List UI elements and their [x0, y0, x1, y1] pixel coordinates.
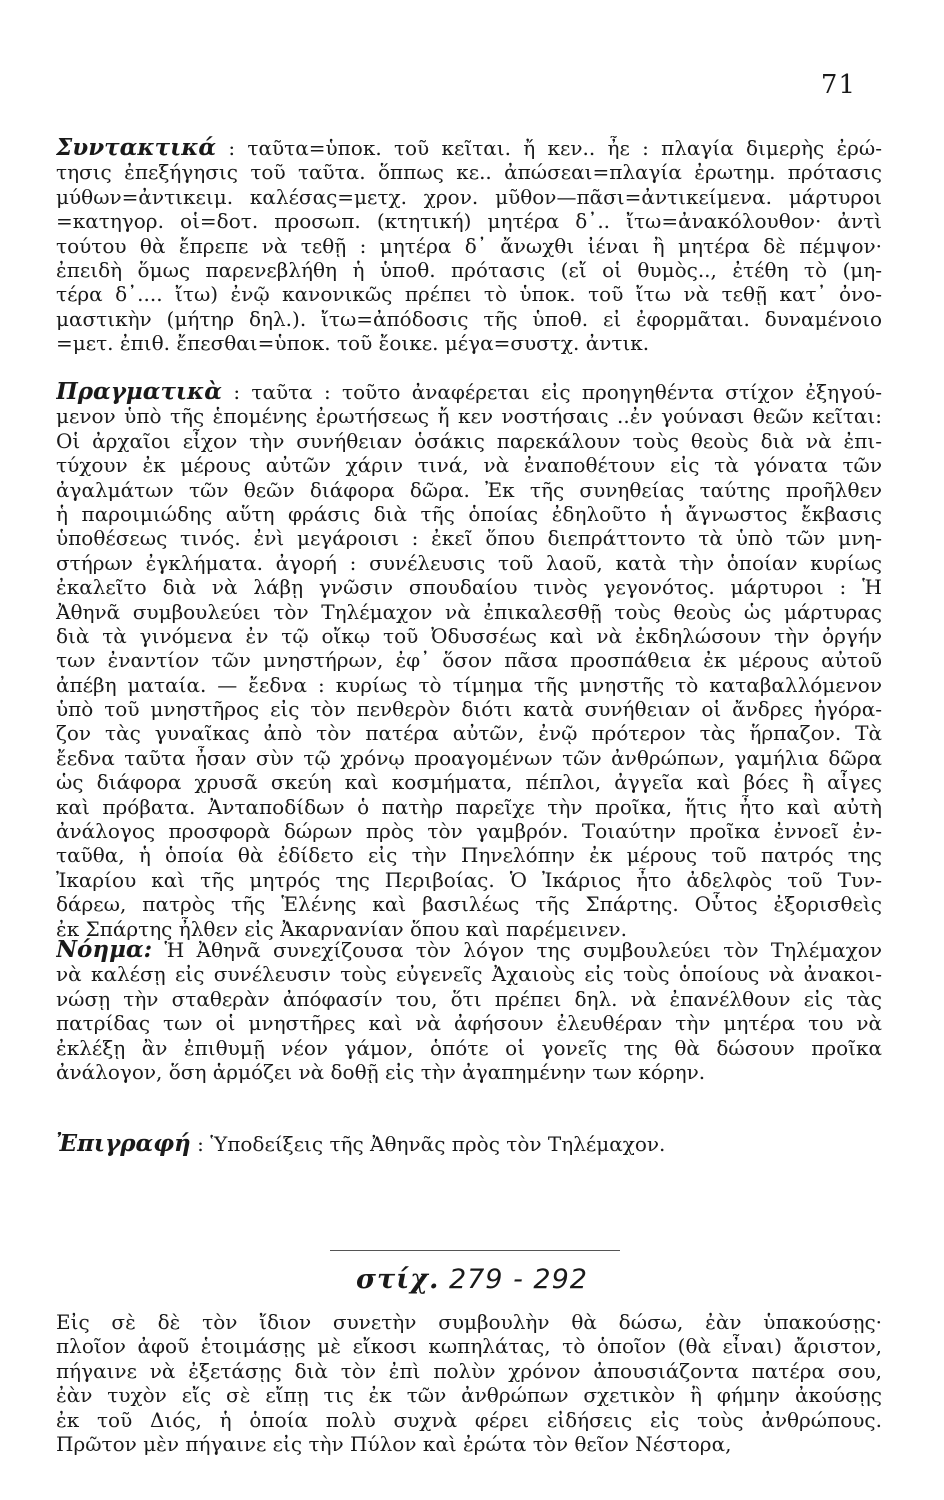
epigraphe-label: Ἐπιγραφή: [56, 1132, 191, 1157]
syntaktika-line-7: μαστικὴν (μήτηρ δηλ.). ἴτω=ἀπόδοσις τῆς ὑποθ. εἰ ἐφορμᾶται. δυναμένοιο: [56, 306, 882, 331]
pragmatika-line-19: ταῦθα, ἡ ὁποία θὰ ἐδίδετο εἰς τὴν Πηνελόπην ἐκ μέρους τοῦ πατρός της: [56, 843, 882, 868]
pragmatika-line-5: ἡ παροιμιώδης αὕτη φράσις διὰ τῆς ὁποίας ἐδηλοῦτο ἡ ἄγνωστος ἔκβασις: [56, 501, 882, 526]
pragmatika-line-8: ἐκαλεῖτο διὰ νὰ λάβῃ γνῶσιν σπουδαίου τινὸς γεγονότος. μάρτυροι : Ἡ: [56, 575, 882, 600]
syntaktika-line-0: [56, 136, 882, 160]
pragmatika-line-0: [56, 380, 882, 404]
pragmatika-line-10: διὰ τὰ γινόμενα ἐν τῷ οἴκῳ τοῦ Ὀδυσσέως καὶ νὰ ἐκδηλώσουν τὴν ὀργήν: [56, 623, 882, 648]
translation-line-0: Εἰς σὲ δὲ τὸν ἴδιον συνετὴν συμβουλὴν θὰ δώσω, ἐὰν ὑπακούσῃς·: [56, 1310, 882, 1334]
pragmatika-line-3: τύχουν ἐκ μέρους αὐτῶν χάριν τινά, νὰ ἐναποθέτουν εἰς τὰ γόνατα τῶν: [56, 453, 882, 478]
noema-line-0-text: Ἡ Ἀθηνᾶ συνεχίζουσα τὸν λόγον της συμβουλεύει τὸν Τηλέμαχον: [164, 938, 882, 962]
pragmatika-line-1: μενον ὑπὸ τῆς ἑπομένης ἐρωτήσεως ἤ κεν νοστήσαις ..ἐν γούνασι θεῶν κεῖται:: [56, 404, 882, 429]
pragmatika-line-21: δάρεω, πατρὸς τῆς Ἑλένης καὶ βασιλέως τῆς Σπάρτης. Οὗτος ἐξορισθεὶς: [56, 892, 882, 917]
noema-line-0: [56, 938, 882, 962]
translation-line-4: ἐκ τοῦ Διός, ἡ ὁποία πολὺ συχνὰ φέρει εἰδήσεις εἰς τοὺς ἀνθρώπους.: [56, 1407, 882, 1432]
pragmatika-line-20: Ἰκαρίου καὶ τῆς μητρός της Περιβοίας. Ὁ Ἰκάριος ἦτο ἀδελφὸς τοῦ Τυν-: [56, 867, 882, 892]
syntaktika-line-5: ἐπειδὴ ὅμως παρενεβλήθη ἡ ὑποθ. πρότασις (εἴ οἱ θυμὸς.., ἐτέθη τὸ (μη-: [56, 257, 882, 282]
pragmatika-line-0-text: : ταῦτα : τοῦτο ἀναφέρεται εἰς προηγηθέντα στίχον ἐξηγού-: [233, 380, 882, 404]
section-epigraphe: [56, 1132, 882, 1156]
pragmatika-line-18: ἀνάλογος προσφορὰ δώρων πρὸς τὸν γαμβρόν. Τοιαύτην προῖκα ἐννοεῖ ἐν-: [56, 819, 882, 844]
pragmatika-line-6: ὑποθέσεως τινός. ἐνὶ μεγάροισι : ἐκεῖ ὅπου διεπράττοντο τὰ ὑπὸ τῶν μνη-: [56, 526, 882, 551]
syntaktika-line-6: τέρα δ᾽.... ἴτω) ἐνῷ κανονικῶς πρέπει τὸ ὑποκ. τοῦ ἴτω νὰ τεθῇ κατ᾽ ὀνο-: [56, 282, 882, 307]
section-translation: [56, 1310, 882, 1456]
noema-line-5: ἀνάλογον, ὅση ἁρμόζει νὰ δοθῇ εἰς τὴν ἀγαπημένην των κόρην.: [56, 1059, 706, 1084]
pragmatika-line-15: ἔεδνα ταῦτα ἦσαν σὺν τῷ χρόνῳ προαγομένων τῶν ἀνθρώπων, γαμήλια δῶρα: [56, 745, 882, 770]
noema-line-2: νώσῃ τὴν σταθερὰν ἀπόφασίν του, ὅτι πρέπει δηλ. νὰ ἐπανέλθουν εἰς τὰς: [56, 986, 882, 1011]
verse-heading-prefix: στίχ.: [356, 1264, 440, 1295]
noema-line-1: νὰ καλέσῃ εἰς συνέλευσιν τοὺς εὐγενεῖς Ἀχαιοὺς εἰς τοὺς ὁποίους νὰ ἀνακοι-: [56, 962, 882, 987]
pragmatika-label: Πραγματικὰ: [56, 380, 222, 405]
verse-heading: [0, 1264, 944, 1295]
epigraphe-text: : Ὑποδείξεις τῆς Ἀθηνᾶς πρὸς τὸν Τηλέμαχον.: [197, 1132, 666, 1156]
pragmatika-line-22: ἐκ Σπάρτης ἦλθεν εἰς Ἀκαρνανίαν ὅπου καὶ παρέμεινεν.: [56, 916, 627, 941]
pragmatika-line-7: στήρων ἐγκλήματα. ἀγορή : συνέλευσις τοῦ λαοῦ, κατὰ τὴν ὁποίαν κυρίως: [56, 550, 882, 575]
syntaktika-line-4: τούτου θὰ ἔπρεπε νὰ τεθῇ : μητέρα δ᾽ ἄνωχθι ἰέναι ἢ μητέρα δὲ πέμψον·: [56, 233, 882, 258]
pragmatika-line-16: ὡς διάφορα χρυσᾶ σκεύη καὶ κοσμήματα, πέπλοι, ἀγγεῖα καὶ βόες ἢ αἶγες: [56, 770, 882, 795]
pragmatika-line-17: καὶ πρόβατα. Ἀνταποδίδων ὁ πατὴρ παρεῖχε τὴν προῖκα, ἥτις ἦτο καὶ αὐτὴ: [56, 794, 882, 819]
pragmatika-line-14: ζον τὰς γυναῖκας ἀπὸ τὸν πατέρα αὐτῶν, ἐνῷ πρότερον τὰς ἥρπαζον. Τὰ: [56, 721, 882, 746]
syntaktika-line-3: =κατηγορ. οἱ=δοτ. προσωπ. (κτητική) μητέρα δ᾽.. ἴτω=ἀνακόλουθον· ἀντὶ: [56, 209, 882, 234]
pragmatika-line-11: των ἐναντίον τῶν μνηστήρων, ἐφ᾽ ὅσον πᾶσα προσπάθεια ἐκ μέρους αὐτοῦ: [56, 648, 882, 673]
pragmatika-line-12: ἀπέβη ματαία. — ἔεδνα : κυρίως τὸ τίμημα τῆς μνηστῆς τὸ καταβαλλόμενον: [56, 672, 882, 697]
section-divider: [330, 1250, 620, 1251]
syntaktika-line-1: τησις ἐπεξήγησις τοῦ ταῦτα. ὅππως κε.. ἀπώσεαι=πλαγία ἐρωτημ. πρότασις: [56, 160, 882, 185]
noema-label: Νόημα:: [56, 938, 153, 963]
syntaktika-label: Συντακτικά: [56, 136, 217, 161]
pragmatika-line-13: ὑπὸ τοῦ μνηστῆρος εἰς τὸν πενθερὸν διότι κατὰ συνήθειαν οἱ ἄνδρες ἠγόρα-: [56, 697, 882, 722]
verse-heading-range: 279 - 292: [448, 1264, 588, 1295]
syntaktika-line-2: μύθων=ἀντικειμ. καλέσας=μετχ. χρον. μῦθον—πᾶσι=ἀντικείμενα. μάρτυροι: [56, 184, 882, 209]
epigraphe-line: [56, 1132, 882, 1156]
pragmatika-line-9: Ἀθηνᾶ συμβουλεύει τὸν Τηλέμαχον νὰ ἐπικαλεσθῇ τοὺς θεοὺς ὡς μάρτυρας: [56, 599, 882, 624]
translation-line-1: πλοῖον ἀφοῦ ἑτοιμάσῃς μὲ εἴκοσι κωπηλάτας, τὸ ὁποῖον (θὰ εἶναι) ἄριστον,: [56, 1334, 882, 1359]
noema-line-4: ἐκλέξῃ ἂν ἐπιθυμῇ νέον γάμον, ὁπότε οἱ γονεῖς της θὰ δώσουν προῖκα: [56, 1035, 882, 1060]
section-noema: [56, 938, 882, 1084]
noema-line-3: πατρίδας των οἱ μνηστῆρες καὶ νὰ ἀφήσουν ἐλευθέραν τὴν μητέρα του νὰ: [56, 1011, 882, 1036]
syntaktika-line-8: =μετ. ἐπιθ. ἔπεσθαι=ὑποκ. τοῦ ἔοικε. μέγα=συστχ. ἀντικ.: [56, 331, 650, 356]
pragmatika-line-2: Οἱ ἀρχαῖοι εἶχον τὴν συνήθειαν ὁσάκις παρεκάλουν τοὺς θεοὺς διὰ νὰ ἐπι-: [56, 428, 882, 453]
section-syntaktika: [56, 136, 882, 356]
pragmatika-line-4: ἀγαλμάτων τῶν θεῶν διάφορα δῶρα. Ἐκ τῆς συνηθείας ταύτης προῆλθεν: [56, 477, 882, 502]
translation-line-3: ἐὰν τυχὸν εἴς σὲ εἴπῃ τις ἐκ τῶν ἀνθρώπων σχετικὸν ἢ φήμην ἀκούσῃς: [56, 1383, 882, 1408]
translation-line-5: Πρῶτον μὲν πήγαινε εἰς τὴν Πύλον καὶ ἐρώτα τὸν θεῖον Νέστορα,: [56, 1431, 732, 1456]
page-number: 71: [820, 70, 856, 100]
translation-line-2: πήγαινε νὰ ἐξετάσῃς διὰ τὸν ἐπὶ πολὺν χρόνον ἀπουσιάζοντα πατέρα σου,: [56, 1358, 882, 1383]
syntaktika-line-0-text: : ταῦτα=ὑποκ. τοῦ κεῖται. ἤ κεν.. ἦε : πλαγία διμερὴς ἐρώ-: [228, 136, 882, 160]
section-pragmatika: [56, 380, 882, 941]
